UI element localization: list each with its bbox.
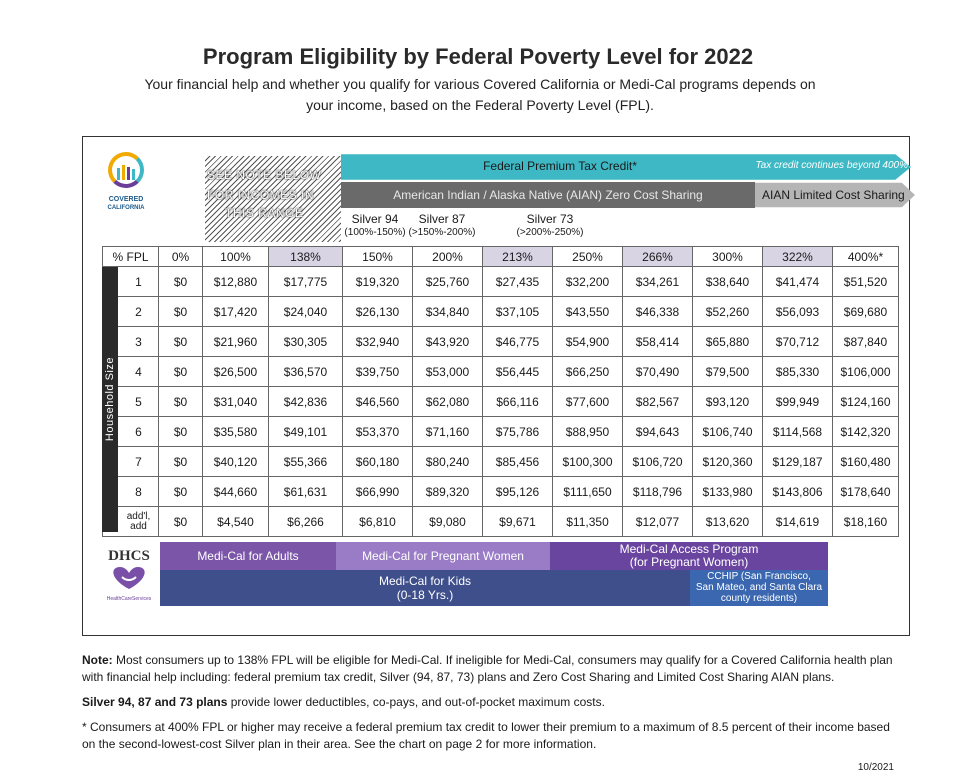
income-cell: $65,880 bbox=[693, 327, 763, 357]
income-cell: $66,116 bbox=[483, 387, 553, 417]
household-size-cell: add'l, add bbox=[103, 507, 159, 537]
income-cell: $82,567 bbox=[623, 387, 693, 417]
medi-cal-pregnant-label: Medi-Cal for Pregnant Women bbox=[362, 549, 524, 563]
header-cell: 300% bbox=[693, 247, 763, 267]
income-cell: $88,950 bbox=[553, 417, 623, 447]
medi-cal-adults-label: Medi-Cal for Adults bbox=[197, 549, 299, 563]
cchip-line-3: county residents) bbox=[720, 593, 798, 604]
income-cell: $77,600 bbox=[553, 387, 623, 417]
income-cell: $87,840 bbox=[833, 327, 899, 357]
household-size-sidebar bbox=[102, 267, 118, 532]
fpl-income-table bbox=[102, 246, 898, 537]
income-cell: $120,360 bbox=[693, 447, 763, 477]
note-below-line-3: THIS RANGE bbox=[225, 206, 304, 220]
income-cell: $0 bbox=[159, 507, 203, 537]
medi-cal-pregnant-bar bbox=[336, 542, 550, 570]
income-cell: $0 bbox=[159, 417, 203, 447]
income-cell: $32,200 bbox=[553, 267, 623, 297]
note-text: Most consumers up to 138% FPL will be eligible for Medi-Cal. If ineligible for Medi-Cal, consumers may qualify for a Covered California health plan with financial help including: federal premium tax credit, Silver (94, 87, 73) plans and Zero Cost Sharing and Limited Cost Sharing AIAN plans. bbox=[82, 653, 893, 684]
medi-cal-kids-bar bbox=[160, 570, 690, 606]
silver-94-range: (100%-150%) bbox=[344, 227, 406, 238]
income-cell: $70,490 bbox=[623, 357, 693, 387]
income-cell: $53,000 bbox=[413, 357, 483, 387]
income-cell: $11,350 bbox=[553, 507, 623, 537]
table-row bbox=[103, 357, 899, 387]
income-cell: $85,330 bbox=[763, 357, 833, 387]
header-cell: 0% bbox=[159, 247, 203, 267]
income-cell: $94,643 bbox=[623, 417, 693, 447]
income-cell: $0 bbox=[159, 327, 203, 357]
income-cell: $39,750 bbox=[343, 357, 413, 387]
heart-icon bbox=[100, 565, 158, 591]
note-below-line-2: FOR INCOMES IN bbox=[207, 188, 315, 202]
income-cell: $19,320 bbox=[343, 267, 413, 297]
income-cell: $34,261 bbox=[623, 267, 693, 297]
household-size-cell: 3 bbox=[103, 327, 159, 357]
income-cell: $106,740 bbox=[693, 417, 763, 447]
header-cell: 322% bbox=[763, 247, 833, 267]
silver-text: provide lower deductibles, co-pays, and out-of-pocket maximum costs. bbox=[227, 695, 605, 709]
income-cell: $55,366 bbox=[269, 447, 343, 477]
note-paragraph bbox=[82, 652, 902, 686]
note-below-line-1: SEE NOTE BELOW bbox=[207, 168, 322, 182]
page-title: Program Eligibility by Federal Poverty Level for 2022 bbox=[202, 44, 754, 69]
income-cell: $53,370 bbox=[343, 417, 413, 447]
aian-limited-cost-label: AIAN Limited Cost Sharing bbox=[762, 188, 905, 202]
header-cell: % FPL bbox=[103, 247, 159, 267]
table-row bbox=[103, 267, 899, 297]
income-cell: $62,080 bbox=[413, 387, 483, 417]
income-cell: $35,580 bbox=[203, 417, 269, 447]
silver-94-label bbox=[340, 213, 410, 239]
income-cell: $41,474 bbox=[763, 267, 833, 297]
header-cell: 400%* bbox=[833, 247, 899, 267]
income-cell: $31,040 bbox=[203, 387, 269, 417]
silver-87-label bbox=[406, 213, 478, 239]
table-row bbox=[103, 297, 899, 327]
table-row bbox=[103, 447, 899, 477]
table-header-row bbox=[103, 247, 899, 267]
income-cell: $42,836 bbox=[269, 387, 343, 417]
table-row bbox=[103, 417, 899, 447]
income-cell: $143,806 bbox=[763, 477, 833, 507]
income-cell: $25,760 bbox=[413, 267, 483, 297]
aian-zero-cost-label: American Indian / Alaska Native (AIAN) Zero Cost Sharing bbox=[393, 188, 703, 202]
income-cell: $93,120 bbox=[693, 387, 763, 417]
medi-cal-access-bar bbox=[550, 542, 828, 570]
income-cell: $32,940 bbox=[343, 327, 413, 357]
footnote-paragraph: * Consumers at 400% FPL or higher may receive a federal premium tax credit to lower their premium to a maximum of 8.5 percent of their income based on the second-lowest-cost Silver plan in their area. See the chart on page 2 for more information. bbox=[82, 720, 890, 751]
cchip-line-1: CCHIP (San Francisco, bbox=[707, 571, 811, 582]
income-cell: $60,180 bbox=[343, 447, 413, 477]
income-cell: $21,960 bbox=[203, 327, 269, 357]
income-cell: $0 bbox=[159, 477, 203, 507]
household-size-cell: 4 bbox=[103, 357, 159, 387]
medi-cal-access-line-1: Medi-Cal Access Program bbox=[619, 542, 759, 556]
income-cell: $38,640 bbox=[693, 267, 763, 297]
header-cell: 200% bbox=[413, 247, 483, 267]
premium-tax-credit-label: Federal Premium Tax Credit* bbox=[483, 159, 637, 173]
header-cell: 100% bbox=[203, 247, 269, 267]
income-cell: $56,093 bbox=[763, 297, 833, 327]
income-cell: $40,120 bbox=[203, 447, 269, 477]
notes-section bbox=[82, 652, 902, 761]
people-icon bbox=[116, 162, 138, 180]
income-cell: $111,650 bbox=[553, 477, 623, 507]
income-cell: $66,990 bbox=[343, 477, 413, 507]
silver-label: Silver 94, 87 and 73 plans bbox=[82, 695, 228, 709]
income-cell: $54,900 bbox=[553, 327, 623, 357]
silver-paragraph bbox=[82, 694, 902, 711]
header-cell: 266% bbox=[623, 247, 693, 267]
income-cell: $52,260 bbox=[693, 297, 763, 327]
note-below-region bbox=[205, 156, 341, 242]
household-size-cell: 5 bbox=[103, 387, 159, 417]
income-cell: $118,796 bbox=[623, 477, 693, 507]
household-size-label: Household Size bbox=[104, 357, 116, 442]
table-row bbox=[103, 477, 899, 507]
income-cell: $9,671 bbox=[483, 507, 553, 537]
income-cell: $49,101 bbox=[269, 417, 343, 447]
income-cell: $0 bbox=[159, 267, 203, 297]
tax-credit-continues-label: Tax credit continues beyond 400% bbox=[755, 160, 908, 171]
income-cell: $178,640 bbox=[833, 477, 899, 507]
income-cell: $99,949 bbox=[763, 387, 833, 417]
income-cell: $12,880 bbox=[203, 267, 269, 297]
income-cell: $26,500 bbox=[203, 357, 269, 387]
household-size-cell: 2 bbox=[103, 297, 159, 327]
income-cell: $75,786 bbox=[483, 417, 553, 447]
income-cell: $79,500 bbox=[693, 357, 763, 387]
medi-cal-kids-line-2: (0-18 Yrs.) bbox=[396, 588, 454, 602]
income-cell: $56,445 bbox=[483, 357, 553, 387]
income-cell: $36,570 bbox=[269, 357, 343, 387]
table-row bbox=[103, 507, 899, 537]
income-cell: $12,077 bbox=[623, 507, 693, 537]
logo-word-california: CALIFORNIA bbox=[107, 205, 145, 211]
header-cell: 250% bbox=[553, 247, 623, 267]
income-cell: $106,720 bbox=[623, 447, 693, 477]
income-cell: $160,480 bbox=[833, 447, 899, 477]
cchip-bar bbox=[690, 570, 828, 606]
income-cell: $129,187 bbox=[763, 447, 833, 477]
income-cell: $142,320 bbox=[833, 417, 899, 447]
table-row bbox=[103, 387, 899, 417]
income-cell: $4,540 bbox=[203, 507, 269, 537]
header-cell: 138% bbox=[269, 247, 343, 267]
income-cell: $70,712 bbox=[763, 327, 833, 357]
medi-cal-adults-bar bbox=[160, 542, 336, 570]
income-cell: $46,338 bbox=[623, 297, 693, 327]
table-row bbox=[103, 327, 899, 357]
dhcs-logo bbox=[100, 548, 158, 602]
income-cell: $85,456 bbox=[483, 447, 553, 477]
silver-73-label bbox=[510, 213, 590, 239]
header-cell: 150% bbox=[343, 247, 413, 267]
income-cell: $71,160 bbox=[413, 417, 483, 447]
income-cell: $6,266 bbox=[269, 507, 343, 537]
income-cell: $100,300 bbox=[553, 447, 623, 477]
cchip-line-2: San Mateo, and Santa Clara bbox=[695, 582, 823, 593]
income-cell: $69,680 bbox=[833, 297, 899, 327]
income-cell: $95,126 bbox=[483, 477, 553, 507]
income-cell: $124,160 bbox=[833, 387, 899, 417]
income-cell: $133,980 bbox=[693, 477, 763, 507]
income-cell: $18,160 bbox=[833, 507, 899, 537]
income-cell: $44,660 bbox=[203, 477, 269, 507]
income-cell: $61,631 bbox=[269, 477, 343, 507]
income-cell: $51,520 bbox=[833, 267, 899, 297]
income-cell: $58,414 bbox=[623, 327, 693, 357]
income-cell: $114,568 bbox=[763, 417, 833, 447]
page-subtitle: Your financial help and whether you qualify for various Covered California or Medi-Cal programs depends on your income, based on the Federal Poverty Level (FPL). bbox=[144, 76, 816, 113]
household-size-cell: 1 bbox=[103, 267, 159, 297]
income-cell: $14,619 bbox=[763, 507, 833, 537]
income-cell: $43,550 bbox=[553, 297, 623, 327]
silver-73-name: Silver 73 bbox=[526, 212, 574, 226]
income-cell: $26,130 bbox=[343, 297, 413, 327]
income-cell: $34,840 bbox=[413, 297, 483, 327]
income-cell: $27,435 bbox=[483, 267, 553, 297]
income-cell: $43,920 bbox=[413, 327, 483, 357]
income-cell: $37,105 bbox=[483, 297, 553, 327]
dhcs-name: DHCS bbox=[108, 548, 150, 564]
silver-94-name: Silver 94 bbox=[351, 212, 399, 226]
income-cell: $0 bbox=[159, 447, 203, 477]
income-cell: $0 bbox=[159, 297, 203, 327]
header-cell: 213% bbox=[483, 247, 553, 267]
income-cell: $30,305 bbox=[269, 327, 343, 357]
income-cell: $13,620 bbox=[693, 507, 763, 537]
income-cell: $46,560 bbox=[343, 387, 413, 417]
income-cell: $9,080 bbox=[413, 507, 483, 537]
income-cell: $0 bbox=[159, 387, 203, 417]
household-size-cell: 7 bbox=[103, 447, 159, 477]
income-cell: $106,000 bbox=[833, 357, 899, 387]
household-size-cell: 8 bbox=[103, 477, 159, 507]
income-cell: $17,775 bbox=[269, 267, 343, 297]
logo-word-covered: COVERED bbox=[108, 196, 144, 203]
income-cell: $80,240 bbox=[413, 447, 483, 477]
document-date: 10/2021 bbox=[857, 762, 894, 773]
income-cell: $17,420 bbox=[203, 297, 269, 327]
income-cell: $89,320 bbox=[413, 477, 483, 507]
income-cell: $46,775 bbox=[483, 327, 553, 357]
medi-cal-kids-line-1: Medi-Cal for Kids bbox=[378, 574, 472, 588]
note-label: Note: bbox=[82, 653, 113, 667]
silver-87-name: Silver 87 bbox=[418, 212, 466, 226]
medi-cal-access-line-2: (for Pregnant Women) bbox=[629, 555, 749, 569]
silver-87-range: (>150%-200%) bbox=[408, 227, 476, 238]
silver-73-range: (>200%-250%) bbox=[516, 227, 584, 238]
income-cell: $0 bbox=[159, 357, 203, 387]
household-size-cell: 6 bbox=[103, 417, 159, 447]
income-cell: $6,810 bbox=[343, 507, 413, 537]
income-cell: $24,040 bbox=[269, 297, 343, 327]
income-cell: $66,250 bbox=[553, 357, 623, 387]
covered-california-logo bbox=[102, 152, 152, 216]
dhcs-sub: HealthCareServices bbox=[106, 596, 152, 602]
